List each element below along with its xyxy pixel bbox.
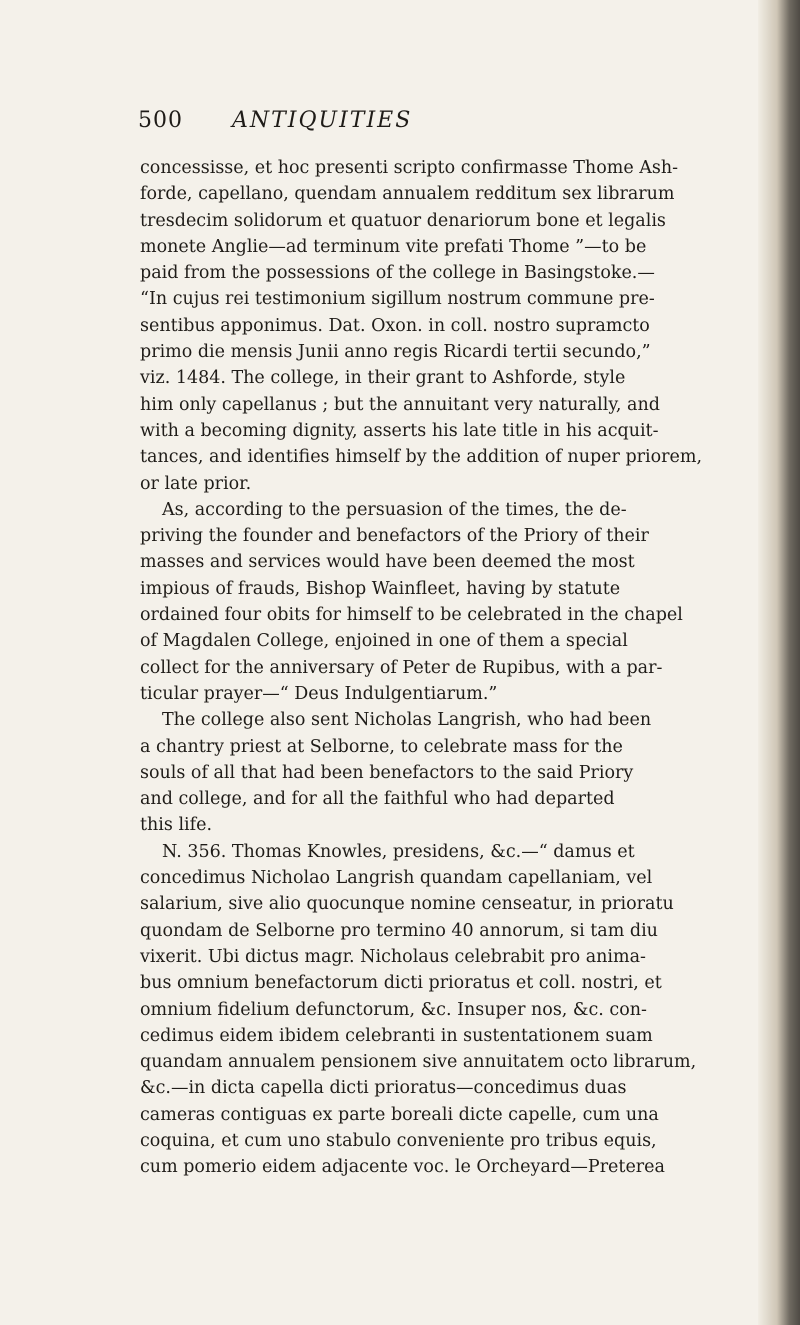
text-line: cedimus eidem ibidem celebranti in sustentationem suam [140,1025,653,1046]
text-line: with a becoming dignity, asserts his late title in his acquit- [140,420,659,441]
page-edge-shadow [758,0,800,1325]
text-line: this life. [140,815,213,836]
text-line: omnium fidelium defunctorum, &c. Insuper nos, &c. con- [140,999,647,1020]
text-line: tances, and identifies himself by the addition of nuper priorem, [140,447,703,468]
body-text [140,155,758,1181]
text-line: him only capellanus ; but the annuitant very naturally, and [140,394,660,415]
text-line: “In cujus rei testimonium sigillum nostrum commune pre- [140,289,655,310]
running-title: ANTIQUITIES [232,108,413,133]
text-line: impious of frauds, Bishop Wainfleet, having by statute [140,578,621,599]
text-line: masses and services would have been deemed the most [140,552,635,573]
page-header [138,108,738,142]
text-line: tresdecim solidorum et quatuor denariorum bone et legalis [140,210,666,231]
text-line: N. 356. Thomas Knowles, presidens, &c.—“ damus et [162,841,635,862]
text-line: viz. 1484. The college, in their grant to Ashforde, style [140,368,626,389]
text-line: quandam annualem pensionem sive annuitatem octo librarum, [140,1052,697,1073]
text-line: quondam de Selborne pro termino 40 annorum, si tam diu [140,920,658,941]
text-line: souls of all that had been benefactors to the said Priory [140,762,634,783]
text-line: primo die mensis Junii anno regis Ricardi tertii secundo,” [140,342,651,363]
text-line: or late prior. [140,473,252,494]
text-line: ordained four obits for himself to be celebrated in the chapel [140,605,683,626]
text-line: of Magdalen College, enjoined in one of them a special [140,631,628,652]
text-line: concedimus Nicholao Langrish quandam capellaniam, vel [140,868,653,889]
text-line: sentibus apponimus. Dat. Oxon. in coll. nostro supramcto [140,315,650,336]
text-line: paid from the possessions of the college in Basingstoke.— [140,263,655,284]
text-line: priving the founder and benefactors of the Priory of their [140,526,649,547]
text-line: ticular prayer—“ Deus Indulgentiarum.” [140,683,498,704]
text-line: coquina, et cum uno stabulo conveniente pro tribus equis, [140,1130,657,1151]
text-line: The college also sent Nicholas Langrish, who had been [162,710,652,731]
text-line: and college, and for all the faithful who had departed [140,789,615,810]
text-line: cameras contiguas ex parte boreali dicte capelle, cum una [140,1104,659,1125]
text-line: bus omnium benefactorum dicti prioratus et coll. nostri, et [140,973,662,994]
text-line: vixerit. Ubi dictus magr. Nicholaus celebrabit pro anima- [140,946,646,967]
text-line: As, according to the persuasion of the times, the de- [162,499,627,520]
text-line: forde, capellano, quendam annualem redditum sex librarum [140,184,675,205]
text-line: salarium, sive alio quocunque nomine censeatur, in prioratu [140,894,674,915]
text-line: a chantry priest at Selborne, to celebrate mass for the [140,736,623,757]
text-line: concessisse, et hoc presenti scripto confirmasse Thome Ash- [140,158,679,178]
text-line: monete Anglie—ad terminum vite prefati Thome ”—to be [140,236,647,257]
text-line: cum pomerio eidem adjacente voc. le Orcheyard—Preterea [140,1157,665,1178]
page-number: 500 [138,108,183,133]
text-line: collect for the anniversary of Peter de Rupibus, with a par- [140,657,663,678]
text-line: &c.—in dicta capella dicti prioratus—concedimus duas [140,1078,627,1099]
